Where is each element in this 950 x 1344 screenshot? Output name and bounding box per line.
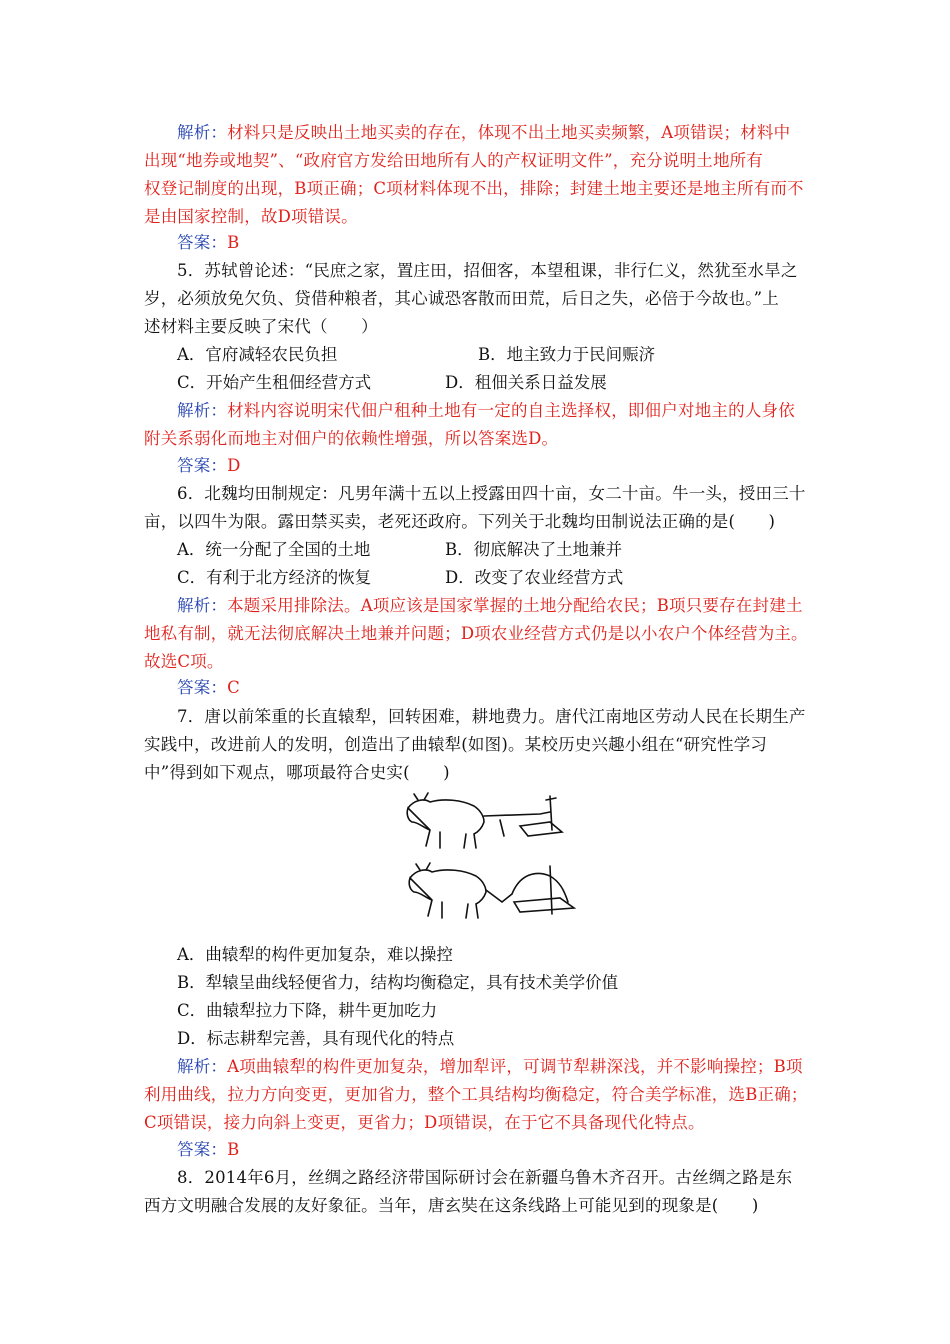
- analysis-label: 解析：: [177, 596, 228, 615]
- analysis-label: 解析：: [177, 1057, 228, 1076]
- answer-label: 答案：: [177, 1140, 228, 1159]
- q6-option-c: C．有利于北方经济的恢复: [177, 568, 372, 587]
- q7-analysis-line-1: 解析：A项曲辕犁的构件更加复杂，增加犁评，可调节犁耕深浅，并不影响操控；B项: [177, 1057, 803, 1076]
- q7-analysis-line-3: C项错误，接力向斜上变更，更省力；D项错误，在于它不具备现代化特点。: [144, 1113, 705, 1132]
- q6-stem-line-1: 6．北魏均田制规定：凡男年满十五以上授露田四十亩，女二十亩。牛一头，授田三十: [177, 484, 806, 503]
- answer-value: B: [227, 1140, 240, 1159]
- q7-answer: [177, 1140, 239, 1160]
- q7-option-d: D．标志耕犁完善，具有现代化的特点: [177, 1029, 455, 1048]
- q5-analysis-line-2: 附关系弱化而地主对佃户的依赖性增强，所以答案选D。: [144, 429, 559, 448]
- q4-answer: [177, 233, 239, 253]
- q6-analysis-line-2: 地私有制，就无法彻底解决土地兼并问题；D项农业经营方式仍是以小农户个体经营为主。: [144, 624, 808, 643]
- q7-stem-line-3: 中”得到如下观点，哪项最符合史实( ): [144, 763, 450, 782]
- answer-value: D: [227, 456, 241, 475]
- q7-stem-line-2: 实践中，改进前人的发明，创造出了曲辕犁(如图)。某校历史兴趣小组在“研究性学习: [144, 735, 768, 754]
- analysis-label: 解析：: [177, 401, 228, 420]
- q6-option-a: A．统一分配了全国的土地: [177, 540, 371, 559]
- q7-stem-line-1: 7．唐以前笨重的长直辕犁，回转困难，耕地费力。唐代江南地区劳动人民在长期生产: [177, 707, 806, 726]
- q5-option-d: D．租佃关系日益发展: [445, 373, 607, 392]
- q5-answer: [177, 456, 241, 476]
- q4-analysis-line-4: 是由国家控制，故D项错误。: [144, 207, 358, 226]
- q5-option-c: C．开始产生租佃经营方式: [177, 373, 372, 392]
- q4-analysis-line-2: 出现“地券或地契”、“政府官方发给田地所有人的产权证明文件”，充分说明土地所有: [144, 151, 764, 170]
- q6-analysis-line-1: 解析：本题采用排除法。A项应该是国家掌握的土地分配给农民；B项只要存在封建土: [177, 596, 803, 615]
- q8-stem-line-2: 西方文明融合发展的友好象征。当年，唐玄奘在这条线路上可能见到的现象是( ): [144, 1196, 759, 1215]
- q5-stem-line-3: 述材料主要反映了宋代（ ）: [144, 317, 378, 336]
- answer-label: 答案：: [177, 456, 228, 475]
- q6-stem-line-2: 亩，以四牛为限。露田禁买卖，老死还政府。下列关于北魏均田制说法正确的是( ): [144, 512, 776, 531]
- plough-illustration: [400, 790, 580, 940]
- q5-stem-line-1: 5．苏轼曾论述：“民庶之家，置庄田，招佃客，本望租课，非行仁义，然犹至水旱之: [177, 261, 798, 280]
- answer-value: C: [227, 678, 240, 697]
- straight-plough-drawing: [407, 793, 562, 848]
- q7-analysis-line-2: 利用曲线，拉力方向变更，更加省力，整个工具结构均衡稳定，符合美学标准，选B正确；: [144, 1085, 808, 1104]
- q5-analysis-line-1: 解析：材料内容说明宋代佃户租种土地有一定的自主选择权，即佃户对地主的人身依: [177, 401, 795, 420]
- answer-label: 答案：: [177, 678, 228, 697]
- curved-plough-drawing: [409, 863, 574, 918]
- q8-stem-line-1: 8．2014年6月，丝绸之路经济带国际研讨会在新疆乌鲁木齐召开。古丝绸之路是东: [177, 1168, 793, 1187]
- q7-option-c: C．曲辕犁拉力下降，耕牛更加吃力: [177, 1001, 438, 1020]
- q6-answer: [177, 678, 240, 698]
- q6-option-b: B．彻底解决了土地兼并: [445, 540, 623, 559]
- q5-option-a: A．官府减轻农民负担: [177, 345, 338, 364]
- q7-option-a: A．曲辕犁的构件更加复杂，难以操控: [177, 945, 453, 964]
- q4-analysis-line-1: 解析：材料只是反映出土地买卖的存在，体现不出土地买卖频繁，A项错误；材料中: [177, 123, 791, 142]
- answer-value: B: [227, 233, 240, 252]
- answer-label: 答案：: [177, 233, 228, 252]
- q6-analysis-line-3: 故选C项。: [144, 652, 224, 671]
- q7-option-b: B．犁辕呈曲线轻便省力，结构均衡稳定，具有技术美学价值: [177, 973, 619, 992]
- q5-option-b: B．地主致力于民间赈济: [478, 345, 656, 364]
- q5-stem-line-2: 岁，必须放免欠负、贷借种粮者，其心诚恐客散而田荒，后日之失，必倍于今故也。”上: [144, 289, 779, 308]
- q4-analysis-line-3: 权登记制度的出现，B项正确；C项材料体现不出，排除；封建土地主要还是地主所有而不: [144, 179, 804, 198]
- analysis-label: 解析：: [177, 123, 228, 142]
- q6-option-d: D．改变了农业经营方式: [445, 568, 624, 587]
